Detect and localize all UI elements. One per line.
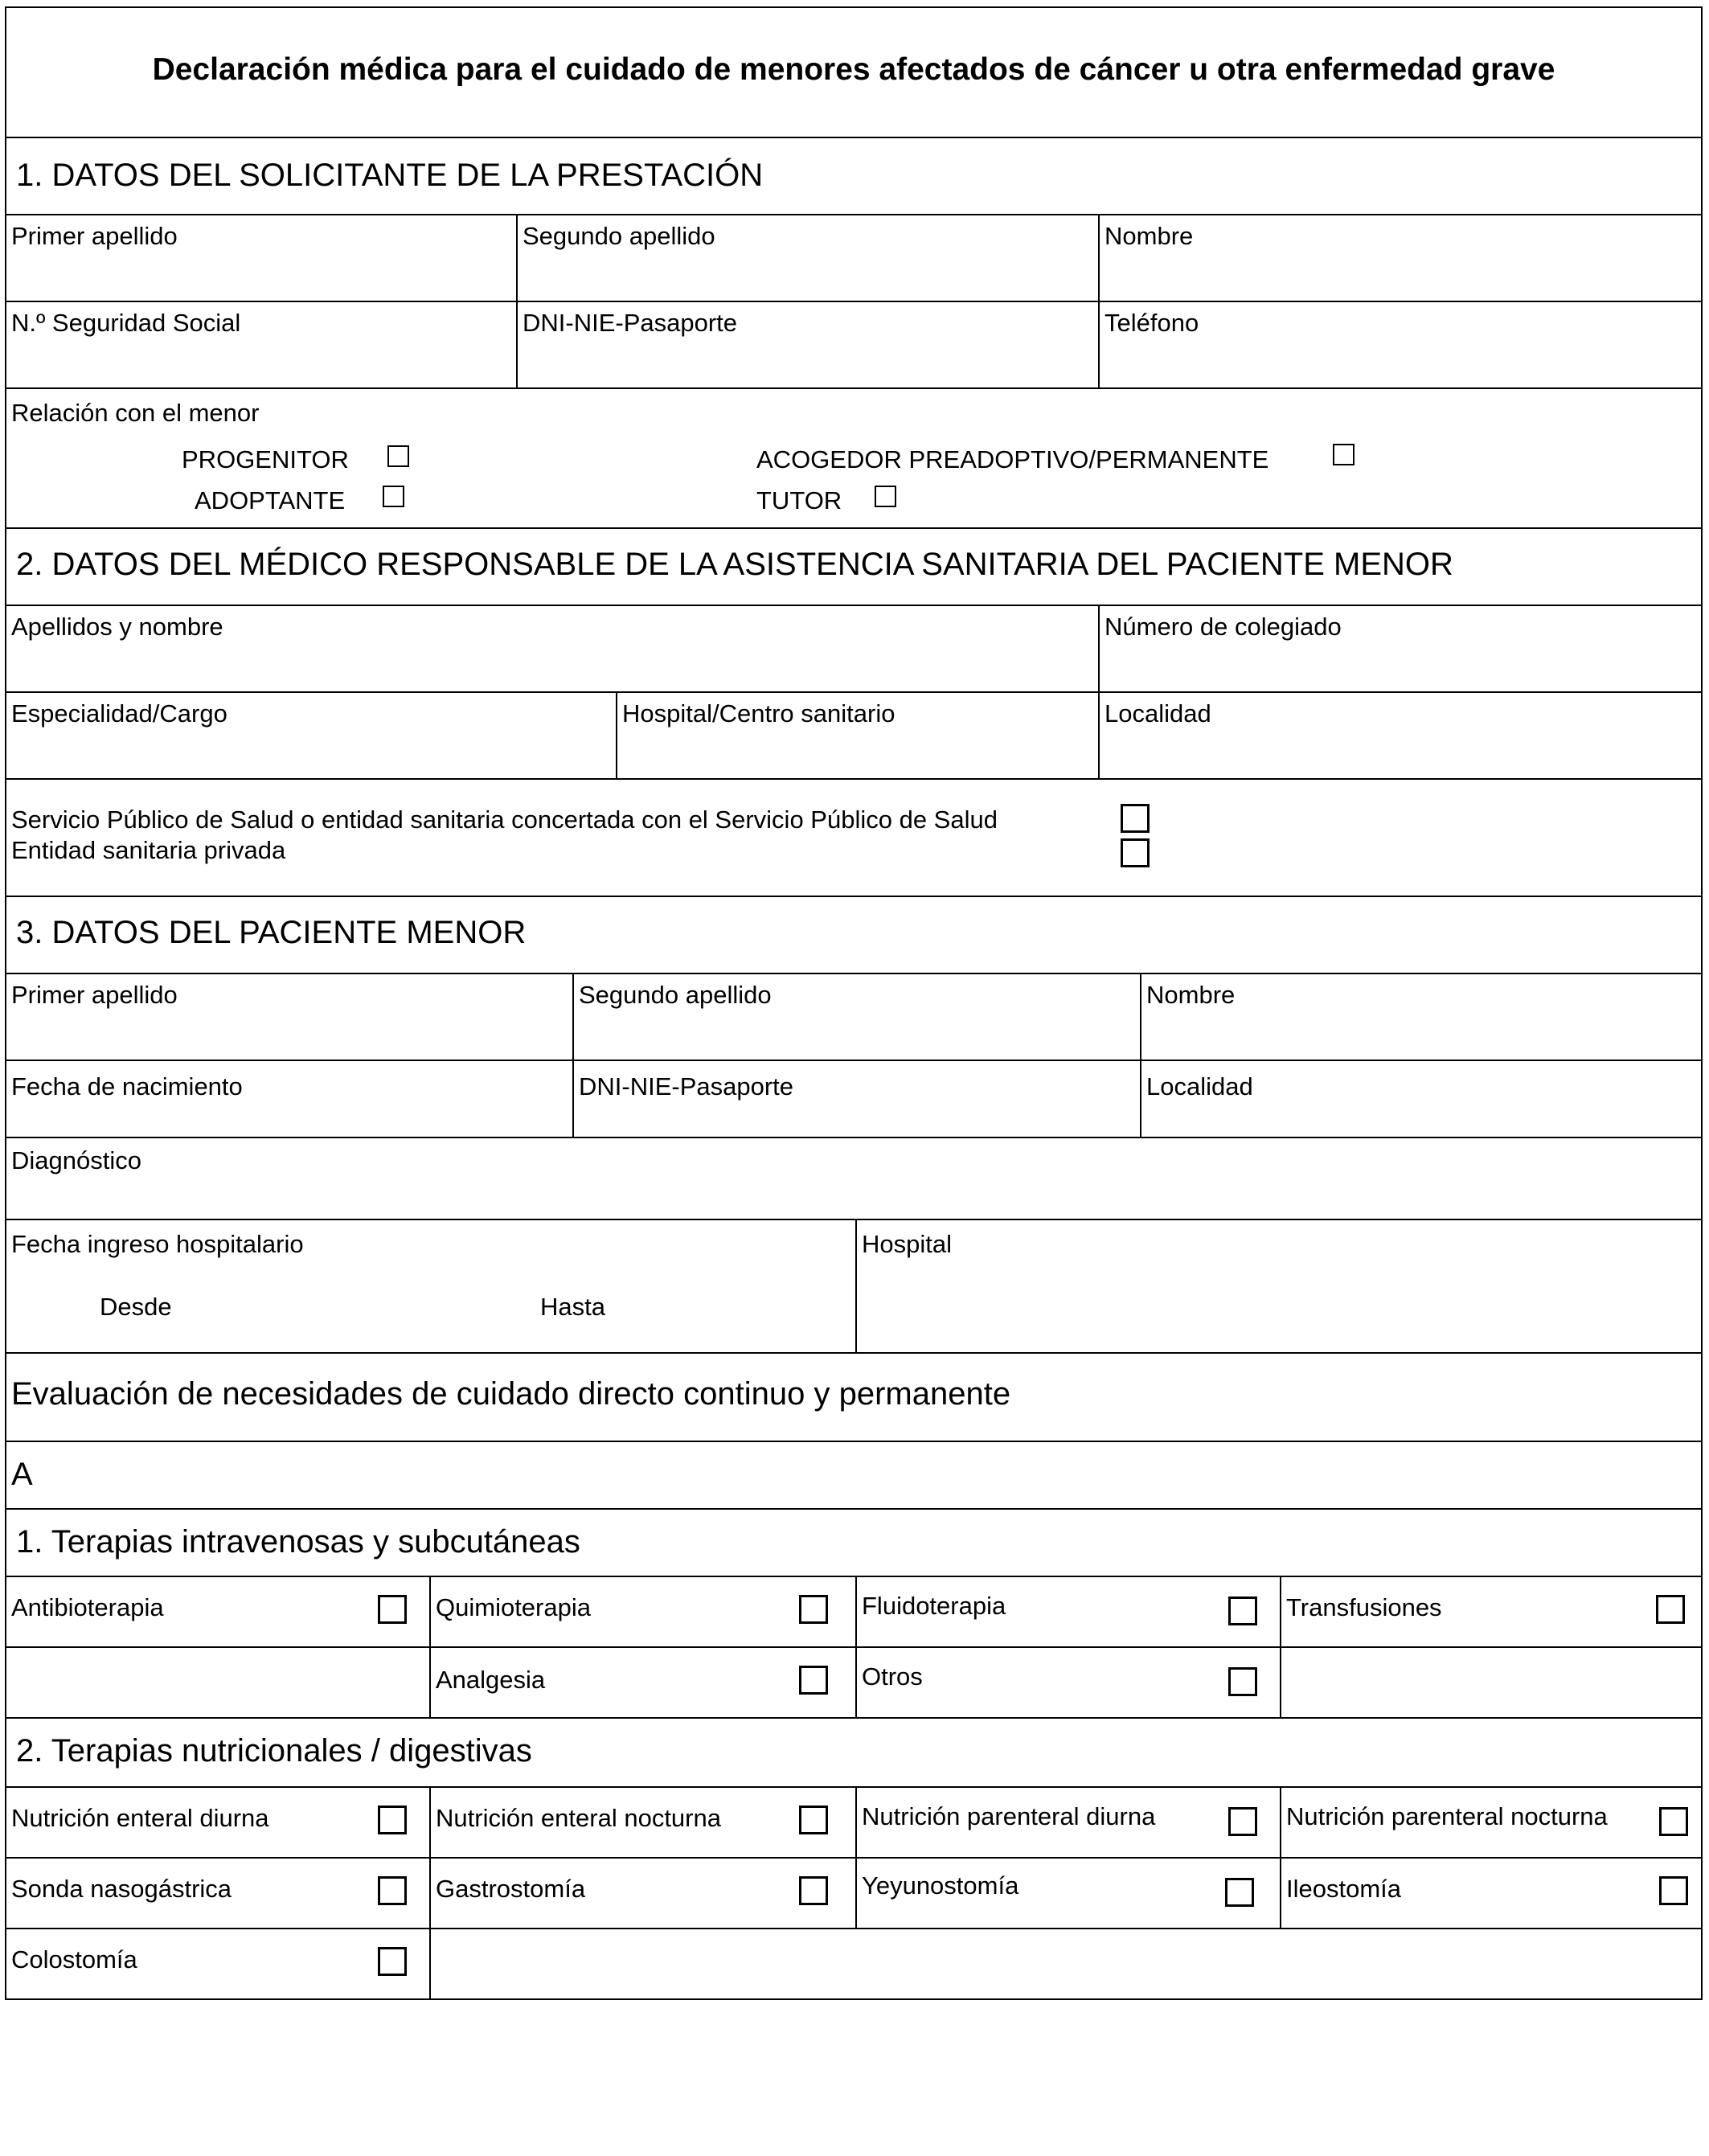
medical-declaration-form [5, 6, 1703, 1997]
applicant-dni-label: DNI-NIE-Pasaporte [523, 309, 738, 337]
ileostomia-checkbox[interactable] [1659, 1876, 1688, 1905]
yeyunostomia-option [855, 1859, 1280, 1928]
patient-id-row [5, 1060, 1703, 1137]
antibioterapia-label: Antibioterapia [11, 1593, 164, 1621]
admission-date-label: Fecha ingreso hospitalario [11, 1230, 304, 1258]
public-entity-checkbox[interactable] [1121, 804, 1150, 833]
patient-second-surname-label: Segundo apellido [579, 981, 772, 1009]
evaluation-header [5, 1352, 1703, 1441]
applicant-phone-label: Teléfono [1104, 309, 1199, 337]
diagnosis-field[interactable] [6, 1138, 1701, 1219]
patient-name-row [5, 973, 1703, 1060]
patient-name-label: Nombre [1146, 981, 1236, 1009]
yeyunostomia-checkbox[interactable] [1225, 1878, 1254, 1907]
admission-to-label: Hasta [540, 1293, 605, 1321]
progenitor-label: PROGENITOR [182, 445, 349, 473]
adoptante-label: ADOPTANTE [195, 486, 346, 514]
colostomia-checkbox[interactable] [378, 1947, 407, 1976]
nutrition-therapies-title: 2. Terapias nutricionales / digestivas [16, 1733, 532, 1769]
otros-checkbox[interactable] [1228, 1667, 1257, 1696]
evaluation-letter-row [5, 1441, 1703, 1508]
relation-row [5, 387, 1703, 527]
applicant-first-surname-label: Primer apellido [11, 222, 178, 250]
evaluation-letter: A [11, 1457, 33, 1492]
relation-label: Relación con el menor [11, 399, 260, 427]
applicant-dni-field[interactable] [516, 302, 1098, 387]
applicant-name-field[interactable] [1098, 215, 1701, 301]
health-entity-row [5, 778, 1703, 896]
acogedor-label: ACOGEDOR PREADOPTIVO/PERMANENTE [756, 445, 1269, 473]
hospital-admission-row [5, 1219, 1703, 1352]
iv-therapies-header [5, 1508, 1703, 1576]
section1-title: 1. DATOS DEL SOLICITANTE DE LA PRESTACIÓN [16, 158, 764, 193]
patient-locality-field[interactable] [1140, 1061, 1701, 1137]
tutor-label: TUTOR [756, 486, 842, 514]
fluidoterapia-label: Fluidoterapia [862, 1592, 1006, 1620]
fluidoterapia-option [855, 1577, 1280, 1646]
gastrostomia-option [429, 1859, 855, 1928]
section3-header [5, 896, 1703, 973]
patient-hospital-label: Hospital [862, 1230, 952, 1258]
doctor-license-label: Número de colegiado [1104, 613, 1342, 641]
applicant-name-label: Nombre [1104, 222, 1194, 250]
doctor-name-label: Apellidos y nombre [11, 613, 223, 641]
fluidoterapia-checkbox[interactable] [1228, 1597, 1257, 1625]
transfusiones-checkbox[interactable] [1656, 1595, 1685, 1624]
applicant-second-surname-field[interactable] [516, 215, 1098, 301]
doctor-name-field[interactable] [6, 606, 1098, 691]
nutrition-row-3 [5, 1928, 1703, 2000]
iv-therapies-title: 1. Terapias intravenosas y subcutáneas [16, 1524, 580, 1560]
applicant-nss-label: N.º Seguridad Social [11, 309, 241, 337]
doctor-license-field[interactable] [1098, 606, 1701, 691]
enteral-diurna-option [6, 1788, 429, 1857]
enteral-nocturna-option [429, 1788, 855, 1857]
parenteral-nocturna-option [1280, 1788, 1701, 1857]
iv-therapies-row-1 [5, 1576, 1703, 1646]
colostomia-option [6, 1929, 429, 1998]
nutrition-empty-cell [429, 1929, 1701, 1998]
gastrostomia-label: Gastrostomía [436, 1875, 586, 1903]
acogedor-checkbox[interactable] [1333, 444, 1354, 465]
enteral-diurna-label: Nutrición enteral diurna [11, 1804, 269, 1832]
parenteral-nocturna-checkbox[interactable] [1659, 1807, 1688, 1836]
applicant-second-surname-label: Segundo apellido [523, 222, 715, 250]
antibioterapia-checkbox[interactable] [378, 1595, 407, 1624]
parenteral-diurna-option [855, 1788, 1280, 1857]
admission-date-field[interactable] [6, 1220, 855, 1352]
section2-title: 2. DATOS DEL MÉDICO RESPONSABLE DE LA ASISTENCIA SANITARIA DEL PACIENTE MENOR [16, 547, 1453, 582]
patient-locality-label: Localidad [1146, 1072, 1253, 1101]
enteral-nocturna-checkbox[interactable] [799, 1806, 828, 1834]
doctor-locality-field[interactable] [1098, 693, 1701, 778]
analgesia-option [429, 1648, 855, 1717]
yeyunostomia-label: Yeyunostomía [862, 1871, 1019, 1900]
evaluation-title: Evaluación de necesidades de cuidado directo continuo y permanente [11, 1376, 1011, 1412]
section2-header [5, 527, 1703, 605]
patient-birthdate-field[interactable] [6, 1061, 572, 1137]
enteral-nocturna-label: Nutrición enteral nocturna [436, 1804, 721, 1832]
iv-empty-cell-left [6, 1648, 429, 1717]
patient-hospital-field[interactable] [855, 1220, 1701, 1352]
transfusiones-label: Transfusiones [1286, 1593, 1442, 1621]
doctor-specialty-row [5, 691, 1703, 778]
patient-dni-field[interactable] [572, 1061, 1140, 1137]
quimioterapia-label: Quimioterapia [436, 1593, 591, 1621]
nutrition-row-2 [5, 1857, 1703, 1928]
analgesia-label: Analgesia [436, 1666, 546, 1694]
patient-name-field[interactable] [1140, 974, 1701, 1060]
section1-header [5, 137, 1703, 214]
ileostomia-label: Ileostomía [1286, 1875, 1402, 1903]
applicant-id-row [5, 301, 1703, 387]
patient-dni-label: DNI-NIE-Pasaporte [579, 1072, 794, 1101]
adoptante-checkbox[interactable] [383, 486, 404, 507]
quimioterapia-checkbox[interactable] [799, 1595, 828, 1624]
sonda-option [6, 1859, 429, 1928]
doctor-hospital-label: Hospital/Centro sanitario [622, 699, 895, 728]
private-entity-checkbox[interactable] [1121, 838, 1150, 867]
nutrition-row-1 [5, 1786, 1703, 1857]
sonda-label: Sonda nasogástrica [11, 1875, 232, 1903]
doctor-hospital-field[interactable] [616, 693, 1098, 778]
progenitor-checkbox[interactable] [387, 445, 409, 467]
section3-title: 3. DATOS DEL PACIENTE MENOR [16, 915, 527, 950]
patient-second-surname-field[interactable] [572, 974, 1140, 1060]
public-entity-label: Servicio Público de Salud o entidad sanitaria concertada con el Servicio Público de Salud [11, 805, 998, 834]
parenteral-diurna-label: Nutrición parenteral diurna [862, 1802, 1156, 1830]
title-row [5, 6, 1703, 137]
quimioterapia-option [429, 1577, 855, 1646]
applicant-nss-field[interactable] [6, 302, 516, 387]
patient-first-surname-field[interactable] [6, 974, 572, 1060]
analgesia-checkbox[interactable] [799, 1666, 828, 1695]
parenteral-nocturna-label: Nutrición parenteral nocturna [1286, 1802, 1608, 1830]
doctor-specialty-label: Especialidad/Cargo [11, 699, 227, 728]
form-title: Declaración médica para el cuidado de menores afectados de cáncer u otra enfermedad grave [152, 52, 1555, 87]
ileostomia-option [1280, 1859, 1701, 1928]
doctor-specialty-field[interactable] [6, 693, 616, 778]
sonda-checkbox[interactable] [378, 1876, 407, 1905]
doctor-name-row [5, 605, 1703, 691]
applicant-phone-field[interactable] [1098, 302, 1701, 387]
applicant-first-surname-field[interactable] [6, 215, 516, 301]
diagnosis-label: Diagnóstico [11, 1146, 141, 1174]
otros-label: Otros [862, 1662, 923, 1691]
doctor-locality-label: Localidad [1104, 699, 1211, 728]
iv-therapies-row-2 [5, 1646, 1703, 1717]
tutor-checkbox[interactable] [875, 486, 896, 507]
gastrostomia-checkbox[interactable] [799, 1876, 828, 1905]
nutrition-therapies-header [5, 1717, 1703, 1786]
patient-birthdate-label: Fecha de nacimiento [11, 1072, 243, 1101]
patient-first-surname-label: Primer apellido [11, 981, 178, 1009]
parenteral-diurna-checkbox[interactable] [1228, 1807, 1257, 1836]
iv-empty-cell-right [1280, 1648, 1701, 1717]
admission-from-label: Desde [100, 1293, 172, 1321]
antibioterapia-option [6, 1577, 429, 1646]
otros-option [855, 1648, 1280, 1717]
transfusiones-option [1280, 1577, 1701, 1646]
applicant-name-row [5, 214, 1703, 301]
colostomia-label: Colostomía [11, 1945, 137, 1974]
diagnosis-row [5, 1137, 1703, 1219]
enteral-diurna-checkbox[interactable] [378, 1806, 407, 1834]
private-entity-label: Entidad sanitaria privada [11, 836, 286, 864]
